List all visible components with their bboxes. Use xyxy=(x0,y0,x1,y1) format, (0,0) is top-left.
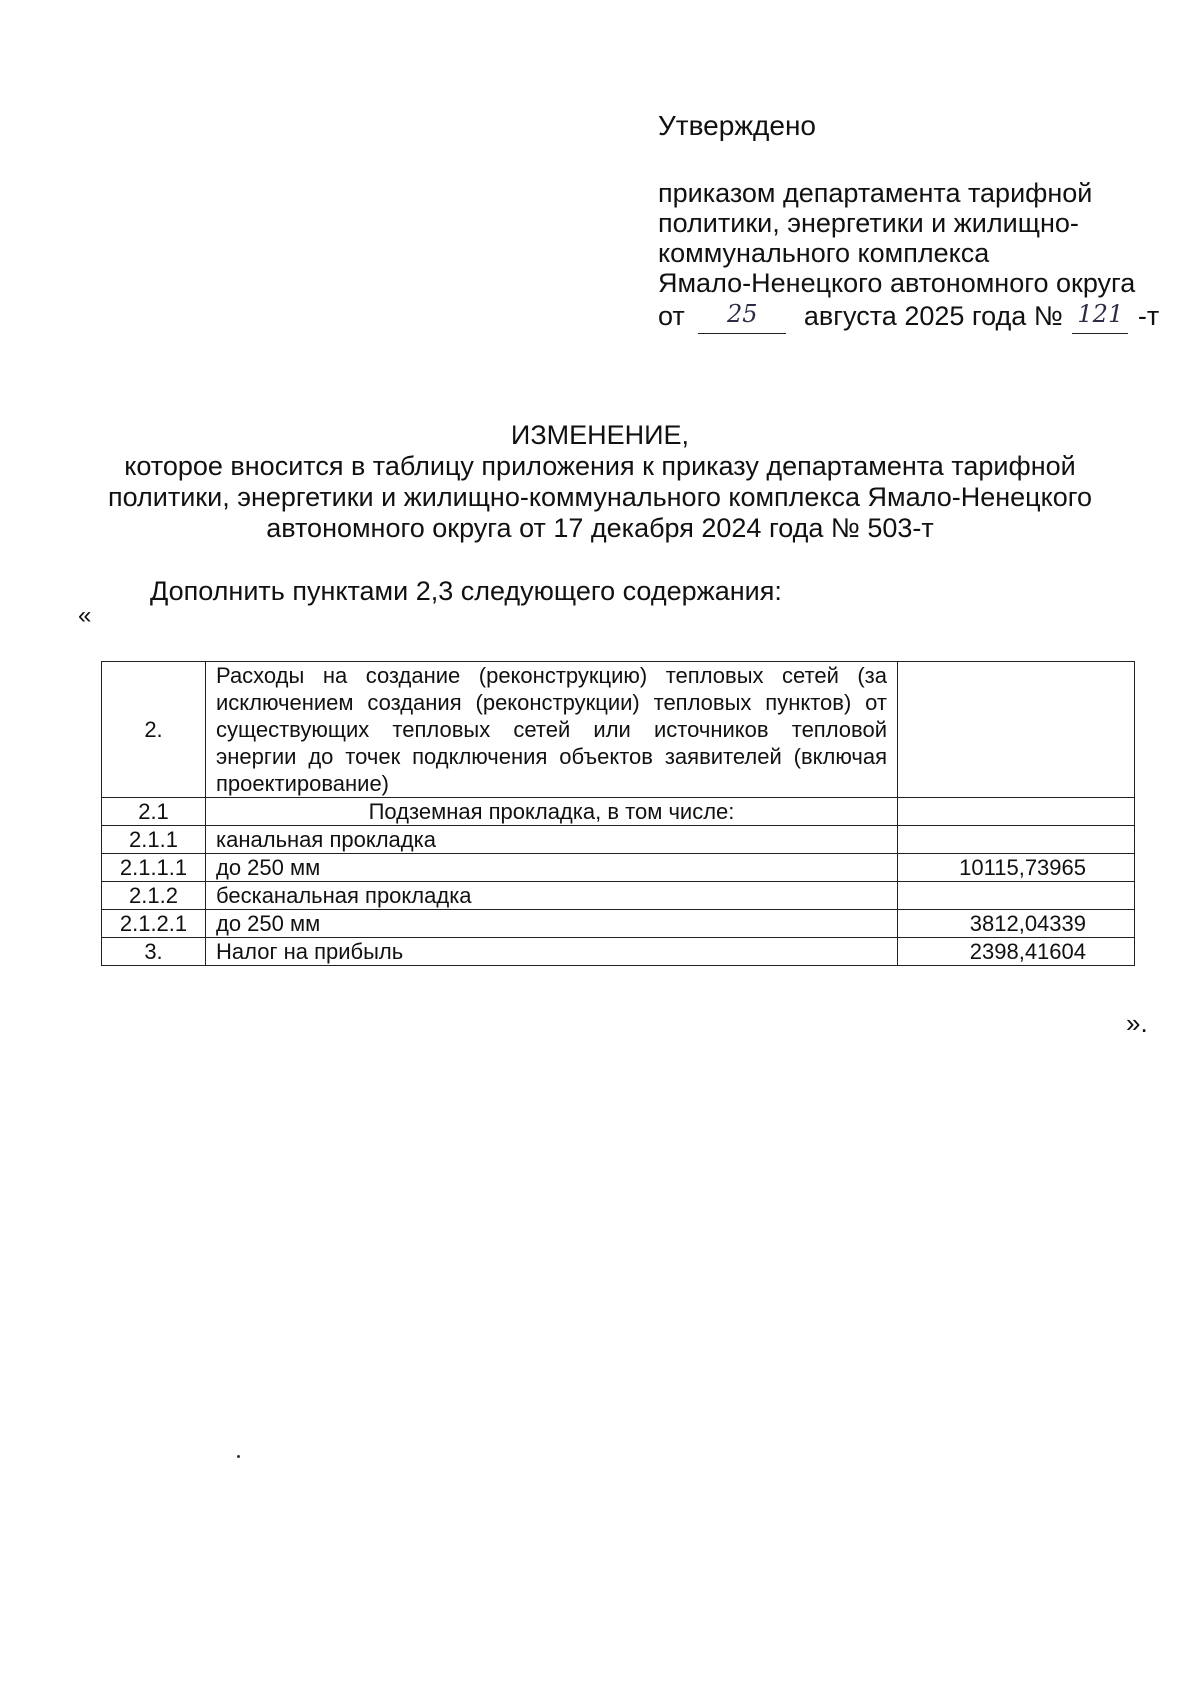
approval-date-line xyxy=(658,300,1159,334)
table-row xyxy=(102,882,1135,910)
table-row xyxy=(102,798,1135,826)
change-heading xyxy=(60,420,1140,544)
row-number: 2.1 xyxy=(102,798,206,826)
table-row xyxy=(102,826,1135,854)
row-number: 2.1.2.1 xyxy=(102,910,206,938)
approval-line: коммунального комплекса xyxy=(658,238,990,268)
row-number: 3. xyxy=(102,938,206,966)
row-name: Налог на прибыль xyxy=(206,938,898,966)
row-number: 2.1.1 xyxy=(102,826,206,854)
row-number: 2.1.1.1 xyxy=(102,854,206,882)
row-name: бесканальная прокладка xyxy=(206,882,898,910)
table-row xyxy=(102,854,1135,882)
approval-line: политики, энергетики и жилищно- xyxy=(658,208,1079,238)
scan-dot xyxy=(237,1455,240,1458)
table-row xyxy=(102,938,1135,966)
table-row xyxy=(102,910,1135,938)
handwritten-day: 25 xyxy=(727,300,758,328)
approval-line: Ямало-Ненецкого автономного округа xyxy=(658,268,1136,298)
approval-title: Утверждено xyxy=(658,110,816,141)
heading-line: автономного округа от 17 декабря 2024 года № 503-т xyxy=(266,513,934,543)
number-blank xyxy=(1072,300,1128,334)
close-quote: ». xyxy=(1126,1008,1148,1038)
row-name: Подземная прокладка, в том числе: xyxy=(206,798,898,826)
intro-text: Дополнить пунктами 2,3 следующего содержания: xyxy=(150,576,782,606)
row-value xyxy=(898,826,1135,854)
heading-title: ИЗМЕНЕНИЕ, xyxy=(510,420,690,450)
row-value xyxy=(898,882,1135,910)
row-value: 10115,73965 xyxy=(898,854,1135,882)
date-prefix: от xyxy=(658,301,685,331)
approval-line: приказом департамента тарифной xyxy=(658,178,1093,208)
date-middle: августа 2025 года № xyxy=(803,301,1063,331)
handwritten-number: 121 xyxy=(1077,300,1124,328)
row-name: канальная прокладка xyxy=(206,826,898,854)
heading-line: политики, энергетики и жилищно-коммунального комплекса Ямало-Ненецкого xyxy=(107,482,1093,512)
row-name: до 250 мм xyxy=(206,854,898,882)
table-row xyxy=(102,662,1135,798)
row-value xyxy=(898,798,1135,826)
changes-table xyxy=(101,661,1135,966)
row-name: до 250 мм xyxy=(206,910,898,938)
number-suffix: -т xyxy=(1137,301,1160,331)
row-name: Расходы на создание (реконструкцию) тепловых сетей (за исключением создания (реконструкции) тепловых пунктов) от существующих тепловых сетей или источников тепловой энергии до точек подключения объектов заявителей (включая проектирование) xyxy=(206,662,898,798)
row-number: 2.1.2 xyxy=(102,882,206,910)
heading-line: которое вносится в таблицу приложения к приказу департамента тарифной xyxy=(124,451,1076,481)
open-quote: « xyxy=(78,602,92,629)
row-value xyxy=(898,662,1135,798)
row-number: 2. xyxy=(102,662,206,798)
row-value: 2398,41604 xyxy=(898,938,1135,966)
day-blank xyxy=(698,300,786,334)
approval-block xyxy=(658,178,1135,298)
row-value: 3812,04339 xyxy=(898,910,1135,938)
